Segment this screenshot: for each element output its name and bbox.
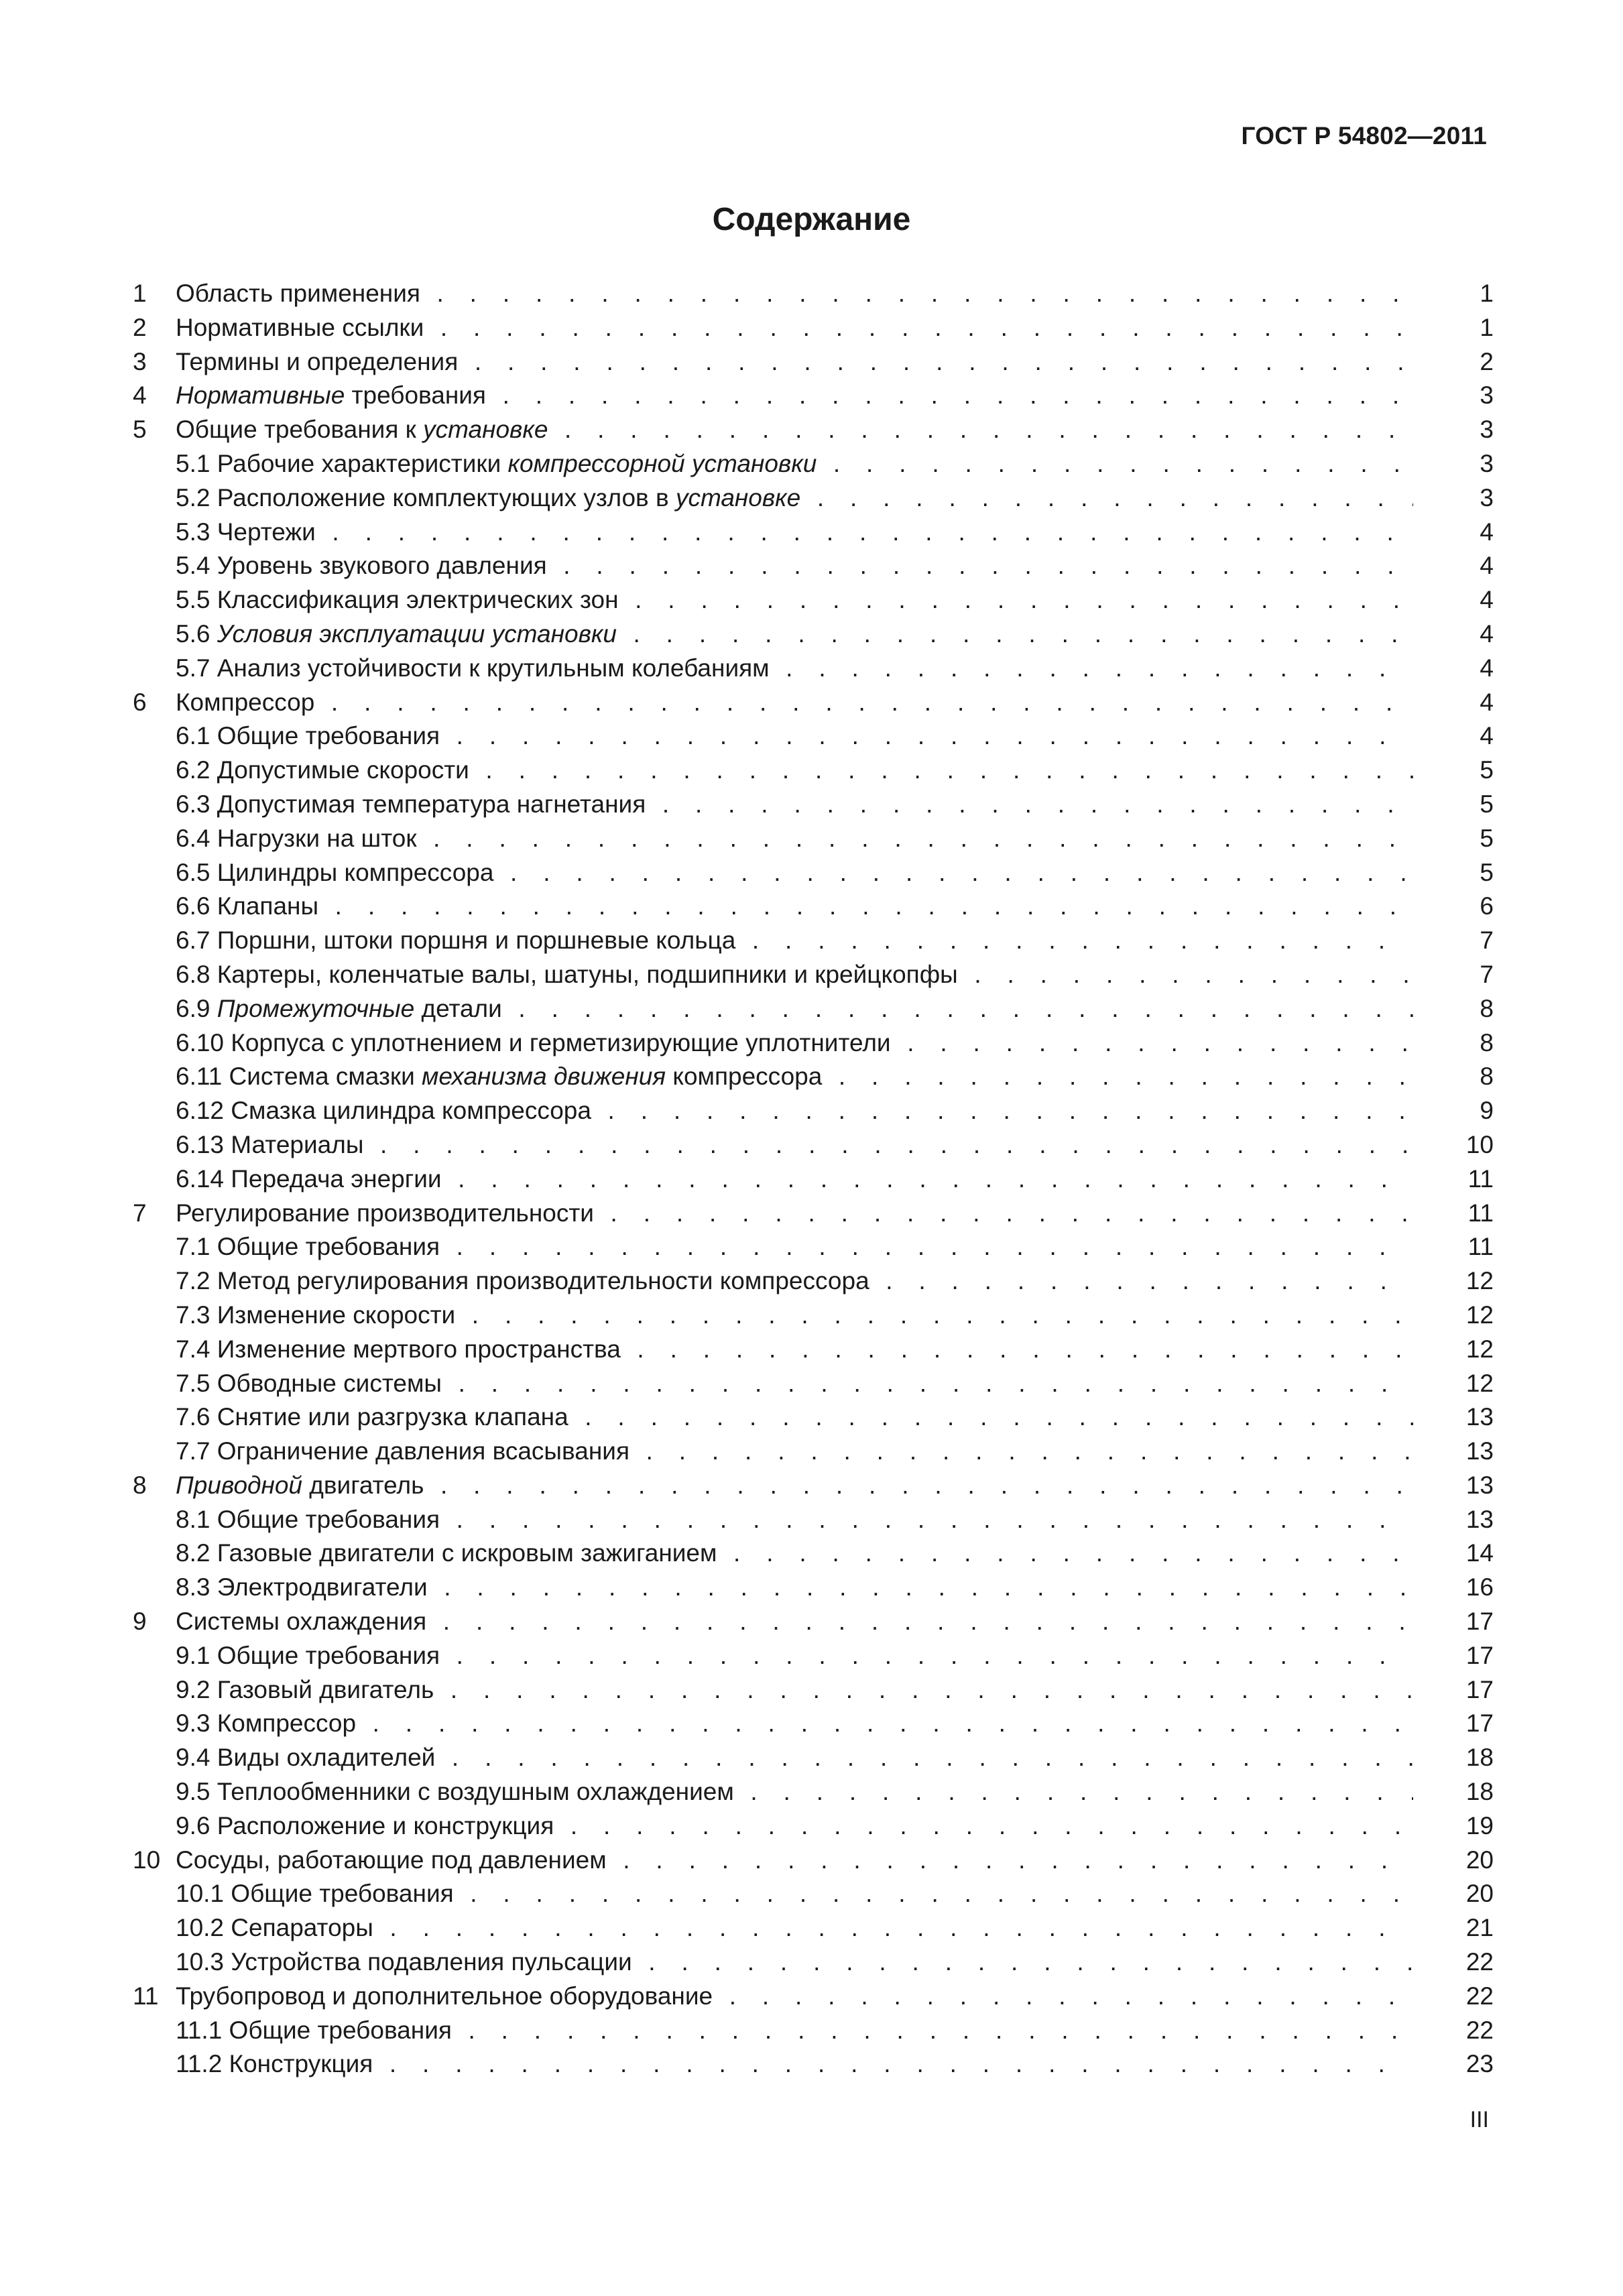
toc-entry-title-part: 10.1 Общие требования <box>176 1880 454 1908</box>
toc-entry-title <box>176 413 1413 447</box>
toc-entry-title-part: 6.13 Материалы <box>176 1130 364 1158</box>
toc-entry-page: 12 <box>1465 1301 1494 1329</box>
toc-entry-title <box>176 1741 1413 1775</box>
toc-entry-title-part: Условия эксплуатации установки <box>217 619 617 648</box>
toc-entry[interactable] <box>133 1026 1494 1061</box>
toc-entry-page: 11 <box>1467 1199 1494 1227</box>
toc-entry[interactable] <box>133 1945 1494 1980</box>
toc-entry-page: 1 <box>1480 280 1494 307</box>
toc-entry[interactable] <box>133 2047 1494 2081</box>
toc-entry-title-part: 6.9 <box>176 994 217 1022</box>
toc-entry-number: 2 <box>133 313 147 341</box>
toc-entry[interactable] <box>133 1162 1494 1197</box>
toc-entry-title-part: Системы охлаждения <box>176 1608 427 1636</box>
toc-entry-title <box>176 1775 1413 1809</box>
toc-entry-page: 20 <box>1465 1880 1494 1908</box>
toc-entry-title-part: Сосуды, работающие под давлением <box>176 1846 607 1874</box>
toc-entry-title-part: 6.6 Клапаны <box>176 892 319 920</box>
toc-entry-title-part: 7.5 Обводные системы <box>176 1369 442 1397</box>
toc-entry-title-part: 9.5 Теплообменники с воздушным охлаждением <box>176 1778 734 1806</box>
toc-entry-title <box>176 1435 1413 1469</box>
toc-entry-title-part: детали <box>414 994 502 1022</box>
toc-entry[interactable] <box>133 1264 1494 1298</box>
toc-entry-title <box>176 1673 1413 1707</box>
toc-entry-title <box>176 1639 1413 1673</box>
toc-entry[interactable] <box>133 958 1494 992</box>
toc-entry-title <box>176 447 1413 481</box>
toc-entry-page: 3 <box>1480 449 1494 477</box>
toc-entry-page: 4 <box>1480 688 1494 716</box>
toc-entry-title-part: Нормативные <box>176 381 345 410</box>
toc-entry-title <box>176 583 1413 617</box>
toc-entry[interactable] <box>133 1536 1494 1571</box>
toc-entry[interactable] <box>133 549 1494 583</box>
toc-entry-title-part: 7.1 Общие требования <box>176 1233 440 1261</box>
toc-entry[interactable] <box>133 447 1494 481</box>
toc-entry-title-part: 11.1 Общие требования <box>176 2016 452 2044</box>
toc-entry[interactable] <box>133 311 1494 345</box>
toc-entry-title <box>176 1264 1413 1298</box>
toc-entry-title-part: 5.4 Уровень звукового давления <box>176 552 547 580</box>
toc-entry-title-part: 8.1 Общие требования <box>176 1505 440 1533</box>
toc-entry-title <box>176 686 1413 720</box>
toc-entry[interactable] <box>133 1060 1494 1094</box>
toc-entry[interactable] <box>133 1333 1494 1367</box>
toc-entry[interactable] <box>133 753 1494 788</box>
toc-entry-title-part: 7.2 Метод регулирования производительности компрессора <box>176 1267 869 1295</box>
toc-entry-page: 17 <box>1465 1709 1494 1738</box>
toc-entry-page: 7 <box>1480 960 1494 988</box>
toc-entry[interactable] <box>133 992 1494 1026</box>
toc-entry-number: 11 <box>133 1982 159 2010</box>
toc-entry-page: 4 <box>1480 518 1494 546</box>
toc-entry-page: 2 <box>1480 347 1494 375</box>
toc-entry-page: 22 <box>1465 1982 1494 2010</box>
toc-entry-number: 1 <box>133 280 147 307</box>
toc-entry-page: 5 <box>1480 790 1494 818</box>
toc-entry-page: 17 <box>1465 1675 1494 1703</box>
toc-entry-page: 22 <box>1465 2016 1494 2044</box>
toc-entry[interactable] <box>133 1844 1494 1878</box>
toc-entry[interactable] <box>133 822 1494 856</box>
toc-entry-title <box>176 1945 1413 1980</box>
toc-entry-number: 9 <box>133 1608 147 1636</box>
toc-entry-title <box>176 1162 1413 1197</box>
toc-entry-page: 19 <box>1465 1811 1494 1839</box>
toc-entry-title-part: 7.4 Изменение мертвого пространства <box>176 1335 621 1363</box>
toc-entry[interactable] <box>133 1605 1494 1639</box>
toc-entry-page: 8 <box>1480 1028 1494 1056</box>
toc-entry[interactable] <box>133 1673 1494 1707</box>
toc-entry-title-part: 9.1 Общие требования <box>176 1641 440 1669</box>
toc-entry[interactable] <box>133 1980 1494 2014</box>
toc-entry[interactable] <box>133 1877 1494 1911</box>
toc-entry[interactable] <box>133 686 1494 720</box>
page-number: III <box>1469 2107 1489 2132</box>
toc-entry-title-part: механизма движения <box>422 1063 666 1091</box>
toc-entry-title-part: 7.7 Ограничение давления всасывания <box>176 1437 629 1465</box>
toc-entry-page: 8 <box>1480 994 1494 1022</box>
toc-entry[interactable] <box>133 1298 1494 1333</box>
toc-entry-title-part: 5.7 Анализ устойчивости к крутильным колебаниям <box>176 654 770 682</box>
toc-entry[interactable] <box>133 277 1494 311</box>
toc-entry[interactable] <box>133 1128 1494 1162</box>
table-of-contents <box>133 277 1494 2081</box>
toc-entry-title <box>176 788 1413 822</box>
toc-entry-title-part: 5.6 <box>176 619 217 648</box>
toc-entry[interactable] <box>133 2014 1494 2048</box>
toc-entry-title <box>176 856 1413 890</box>
toc-entry-page: 22 <box>1465 1948 1494 1976</box>
toc-entry-page: 14 <box>1465 1539 1494 1567</box>
toc-entry-page: 17 <box>1465 1608 1494 1636</box>
toc-entry-number: 7 <box>133 1199 147 1227</box>
toc-entry-page: 6 <box>1480 892 1494 920</box>
toc-entry-title-part: Нормативные ссылки <box>176 313 424 341</box>
toc-entry-title-part: компрессорной установки <box>507 449 817 477</box>
toc-entry-title-part: 9.4 Виды охладителей <box>176 1744 436 1772</box>
toc-entry-title-part: 7.6 Снятие или разгрузка клапана <box>176 1403 568 1431</box>
toc-entry-title <box>176 379 1413 413</box>
toc-entry[interactable] <box>133 1469 1494 1503</box>
toc-entry[interactable] <box>133 1639 1494 1673</box>
toc-entry-title <box>176 992 1413 1026</box>
toc-entry[interactable] <box>133 890 1494 924</box>
toc-entry-page: 4 <box>1480 586 1494 614</box>
toc-entry-page: 3 <box>1480 483 1494 511</box>
toc-entry-page: 18 <box>1465 1778 1494 1806</box>
toc-entry-page: 16 <box>1465 1573 1494 1602</box>
toc-entry-title-part: 6.5 Цилиндры компрессора <box>176 858 494 886</box>
toc-entry-title-part: двигатель <box>302 1471 424 1499</box>
toc-entry-page: 5 <box>1480 824 1494 852</box>
toc-entry-number: 8 <box>133 1471 147 1499</box>
toc-entry[interactable] <box>133 1230 1494 1264</box>
toc-entry[interactable] <box>133 924 1494 958</box>
toc-entry-number: 3 <box>133 347 147 375</box>
toc-entry[interactable] <box>133 1367 1494 1401</box>
toc-entry[interactable] <box>133 1809 1494 1844</box>
toc-entry-title-part: 6.3 Допустимая температура нагнетания <box>176 790 646 818</box>
toc-title: Содержание <box>712 202 911 237</box>
toc-entry[interactable] <box>133 1197 1494 1231</box>
toc-entry-page: 12 <box>1465 1335 1494 1363</box>
toc-entry-title <box>176 1911 1413 1945</box>
toc-entry-title-part: 6.1 Общие требования <box>176 722 440 750</box>
toc-entry-page: 7 <box>1480 926 1494 955</box>
toc-entry-title-part: 6.7 Поршни, штоки поршня и поршневые кольца <box>176 926 736 955</box>
toc-entry-title <box>176 2047 1413 2081</box>
toc-entry[interactable] <box>133 413 1494 447</box>
toc-entry-title-part: 8.3 Электродвигатели <box>176 1573 428 1602</box>
toc-entry-title-part: Компрессор <box>176 688 315 716</box>
document-code: ГОСТ Р 54802—2011 <box>1241 122 1487 149</box>
toc-entry-page: 5 <box>1480 858 1494 886</box>
toc-entry-title-part: 5.1 Рабочие характеристики <box>176 449 508 477</box>
toc-entry-title-part: 6.2 Допустимые скорости <box>176 756 469 784</box>
toc-entry-page: 13 <box>1465 1403 1494 1431</box>
toc-entry-title <box>176 1844 1413 1878</box>
toc-entry-title-part: 5.2 Расположение комплектующих узлов в <box>176 483 676 511</box>
toc-entry-title <box>176 753 1413 788</box>
toc-entry-title-part: 6.14 Передача энергии <box>176 1164 442 1193</box>
toc-entry-page: 13 <box>1465 1471 1494 1499</box>
toc-entry[interactable] <box>133 516 1494 550</box>
toc-entry-title <box>176 549 1413 583</box>
toc-entry-title <box>176 1094 1413 1128</box>
toc-entry-title-part: установке <box>423 416 548 444</box>
toc-entry-title <box>176 1230 1413 1264</box>
toc-entry-page: 4 <box>1480 552 1494 580</box>
toc-entry-title-part: Термины и определения <box>176 347 459 375</box>
toc-entry-title <box>176 958 1413 992</box>
toc-entry[interactable] <box>133 345 1494 379</box>
toc-entry-title <box>176 924 1413 958</box>
toc-entry-title <box>176 890 1413 924</box>
toc-entry-title-part: Промежуточные <box>217 994 415 1022</box>
toc-entry-title-part: 6.8 Картеры, коленчатые валы, шатуны, подшипники и крейцкопфы <box>176 960 958 988</box>
toc-entry-title <box>176 1809 1413 1844</box>
toc-entry-title-part: 6.4 Нагрузки на шток <box>176 824 417 852</box>
toc-entry-page: 4 <box>1480 722 1494 750</box>
toc-entry-page: 11 <box>1467 1233 1494 1261</box>
toc-entry-title <box>176 1707 1413 1741</box>
toc-entry-page: 12 <box>1465 1267 1494 1295</box>
toc-entry[interactable] <box>133 719 1494 753</box>
toc-entry-title-part: 8.2 Газовые двигатели с искровым зажиганием <box>176 1539 717 1567</box>
toc-entry-title-part: 6.11 Система смазки <box>176 1063 422 1091</box>
toc-entry-title <box>176 1367 1413 1401</box>
toc-entry-title <box>176 516 1413 550</box>
toc-entry-title <box>176 277 1413 311</box>
toc-entry[interactable] <box>133 583 1494 617</box>
toc-entry-title-part: Регулирование производительности <box>176 1199 594 1227</box>
toc-entry-title <box>176 1469 1413 1503</box>
toc-entry-number: 6 <box>133 688 147 716</box>
toc-entry-number: 10 <box>133 1846 161 1874</box>
toc-entry-title <box>176 1877 1413 1911</box>
toc-entry[interactable] <box>133 617 1494 652</box>
toc-entry-title <box>176 1128 1413 1162</box>
toc-entry[interactable] <box>133 1911 1494 1945</box>
toc-entry-page: 8 <box>1480 1063 1494 1091</box>
toc-entry-title-part: 10.2 Сепараторы <box>176 1914 373 1942</box>
toc-entry-page: 4 <box>1480 619 1494 648</box>
toc-entry-title-part: 6.12 Смазка цилиндра компрессора <box>176 1097 591 1125</box>
toc-entry-title <box>176 1400 1413 1435</box>
toc-entry-title-part: компрессора <box>666 1063 823 1091</box>
toc-entry-page: 3 <box>1480 416 1494 444</box>
toc-entry-number: 4 <box>133 381 147 410</box>
toc-entry-title-part: 10.3 Устройства подавления пульсации <box>176 1948 632 1976</box>
toc-entry-title-part: 9.2 Газовый двигатель <box>176 1675 434 1703</box>
toc-entry-title-part: Приводной <box>176 1471 303 1499</box>
toc-entry[interactable] <box>133 1094 1494 1128</box>
toc-entry-title-part: 7.3 Изменение скорости <box>176 1301 456 1329</box>
toc-entry-title <box>176 311 1413 345</box>
toc-entry-title <box>176 481 1413 516</box>
toc-entry-number: 5 <box>133 416 147 444</box>
toc-entry-page: 13 <box>1465 1437 1494 1465</box>
toc-entry[interactable] <box>133 856 1494 890</box>
toc-entry[interactable] <box>133 379 1494 413</box>
toc-entry-page: 1 <box>1480 313 1494 341</box>
toc-entry-page: 9 <box>1480 1097 1494 1125</box>
toc-entry-page: 17 <box>1465 1641 1494 1669</box>
toc-entry-title <box>176 1503 1413 1537</box>
toc-entry-title-part: Область применения <box>176 280 420 307</box>
toc-entry-title-part: Общие требования к <box>176 416 424 444</box>
toc-entry[interactable] <box>133 1400 1494 1435</box>
toc-entry-title <box>176 1605 1413 1639</box>
toc-entry-page: 4 <box>1480 654 1494 682</box>
toc-entry-title <box>176 1026 1413 1061</box>
toc-entry[interactable] <box>133 1435 1494 1469</box>
toc-entry-title-part: 11.2 Конструкция <box>176 2050 373 2078</box>
toc-entry-title-part: 9.3 Компрессор <box>176 1709 357 1738</box>
toc-entry-title-part: 9.6 Расположение и конструкция <box>176 1811 554 1839</box>
toc-entry-title <box>176 822 1413 856</box>
toc-entry-title <box>176 719 1413 753</box>
toc-entry[interactable] <box>133 788 1494 822</box>
toc-entry-title-part: Трубопровод и дополнительное оборудование <box>176 1982 713 2010</box>
toc-entry-page: 5 <box>1480 756 1494 784</box>
toc-entry-title-part: 6.10 Корпуса с уплотнением и герметизирующие уплотнители <box>176 1028 891 1056</box>
toc-entry[interactable] <box>133 1503 1494 1537</box>
toc-entry-title <box>176 345 1413 379</box>
toc-entry-title <box>176 652 1413 686</box>
toc-entry[interactable] <box>133 1775 1494 1809</box>
toc-entry-title <box>176 1197 1413 1231</box>
toc-entry[interactable] <box>133 1571 1494 1605</box>
toc-entry-title-part: установке <box>675 483 801 511</box>
toc-entry-title-part: 5.3 Чертежи <box>176 518 316 546</box>
toc-entry-page: 12 <box>1465 1369 1494 1397</box>
toc-entry-title <box>176 1571 1413 1605</box>
toc-entry[interactable] <box>133 1707 1494 1741</box>
toc-entry-page: 18 <box>1465 1744 1494 1772</box>
toc-entry-page: 23 <box>1465 2050 1494 2078</box>
toc-entry-page: 11 <box>1467 1164 1494 1193</box>
toc-entry[interactable] <box>133 652 1494 686</box>
toc-entry-page: 3 <box>1480 381 1494 410</box>
toc-entry-title <box>176 1298 1413 1333</box>
toc-entry-page: 21 <box>1465 1914 1494 1942</box>
toc-entry-page: 13 <box>1465 1505 1494 1533</box>
toc-entry-title <box>176 1060 1413 1094</box>
toc-entry-title-part: 5.5 Классификация электрических зон <box>176 586 619 614</box>
toc-entry[interactable] <box>133 481 1494 516</box>
toc-entry-title <box>176 1980 1413 2014</box>
toc-entry[interactable] <box>133 1741 1494 1775</box>
toc-entry-page: 20 <box>1465 1846 1494 1874</box>
toc-entry-title <box>176 1536 1413 1571</box>
toc-entry-title-part: требования <box>345 381 486 410</box>
toc-entry-title <box>176 2014 1413 2048</box>
toc-entry-page: 10 <box>1465 1130 1494 1158</box>
toc-entry-title <box>176 1333 1413 1367</box>
toc-entry-title <box>176 617 1413 652</box>
